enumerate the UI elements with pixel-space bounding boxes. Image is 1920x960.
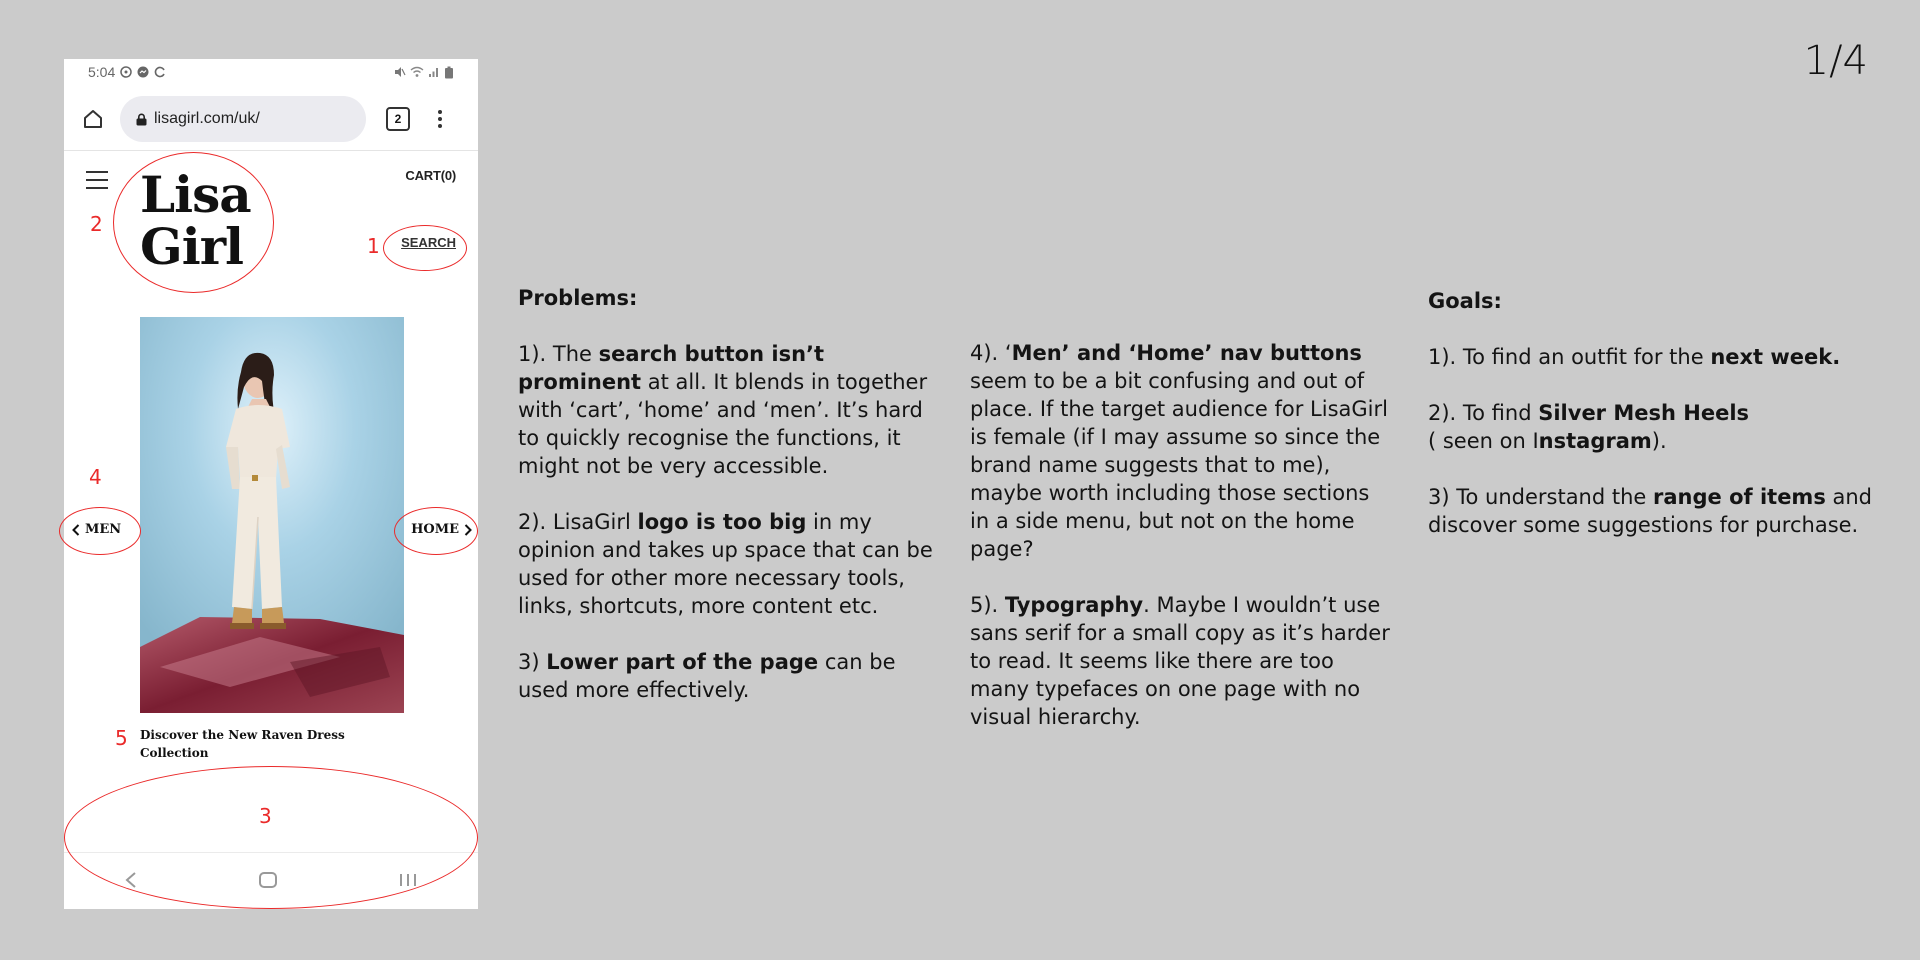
lock-icon [136,113,147,126]
tab-switcher-button[interactable]: 2 [386,107,410,131]
annotation-number-3: 3 [259,804,272,828]
sync-icon [154,66,166,78]
hero-caption-link[interactable]: Discover the New Raven Dress Collection [140,728,345,760]
logo-line-2: Girl [140,217,244,276]
search-link[interactable]: SEARCH [401,235,456,250]
browser-toolbar [64,89,478,149]
annotation-ring-home [394,507,478,555]
problem-1: 1). The search button isn’t prominent at all. It blends in together with ‘cart’, ‘home’ and ‘men’. It’s hard to quickly recognise the functions, it might not be very accessible. [518,342,928,478]
annotation-number-4: 4 [89,465,102,489]
goal-2: 2). To find Silver Mesh Heels ( seen on Instagram). [1428,401,1750,453]
goal-3: 3) To understand the range of items and discover some suggestions for purchase. [1428,485,1873,537]
address-bar-url: lisagirl.com/uk/ [154,110,260,127]
annotation-number-2: 2 [90,212,103,236]
goals-column [1428,287,1898,567]
home-icon [82,108,104,130]
nav-home-label: HOME [411,522,459,537]
problems-column-continued [970,339,1390,759]
annotation-ring-search [383,225,467,271]
problem-2: 2). LisaGirl logo is too big in my opinion and takes up space that can be used for other more necessary tools, links, shortcuts, more content etc. [518,510,933,618]
status-bar [64,59,478,85]
browser-home-button[interactable] [76,102,110,136]
page-number: 1/4 [1803,38,1868,84]
messenger-icon [137,66,149,78]
signal-icon [428,66,440,78]
annotation-ring-logo [113,152,274,293]
address-bar[interactable] [120,96,366,142]
nav-men-label: MEN [85,522,122,537]
cart-link[interactable]: CART(0) [405,168,456,183]
problem-3: 3) Lower part of the page can be used more effectively. [518,650,896,702]
annotation-ring-men [59,507,141,555]
goals-heading: Goals: [1428,289,1502,313]
mute-icon [394,66,406,78]
wifi-icon [410,66,424,78]
battery-icon [444,66,454,79]
logo-line-1: Lisa [140,165,251,224]
annotation-ring-lower-page [64,766,478,909]
annotation-number-1: 1 [367,234,380,258]
status-time: 5:04 [88,64,116,80]
hamburger-menu-icon[interactable] [86,171,108,189]
annotation-number-5: 5 [115,726,128,750]
browser-divider [64,150,478,151]
problems-column [518,284,938,732]
problem-4: 4). ‘Men’ and ‘Home’ nav buttons seem to be a bit confusing and out of place. If the target audience for LisaGirl is female (if I may assume so since the brand name suggests that to me), maybe worth including those sections in a side menu, but not on the home page? [970,341,1388,561]
problems-heading: Problems: [518,286,638,310]
problem-5: 5). Typography. Maybe I wouldn’t use sans serif for a small copy as it’s harder to read. It seems like there are too many typefaces on one page with no visual hierarchy. [970,593,1390,729]
whatsapp-icon [120,66,132,78]
goal-1: 1). To find an outfit for the next week. [1428,345,1841,369]
browser-menu-icon[interactable] [434,106,446,132]
hero-image[interactable] [140,317,404,713]
